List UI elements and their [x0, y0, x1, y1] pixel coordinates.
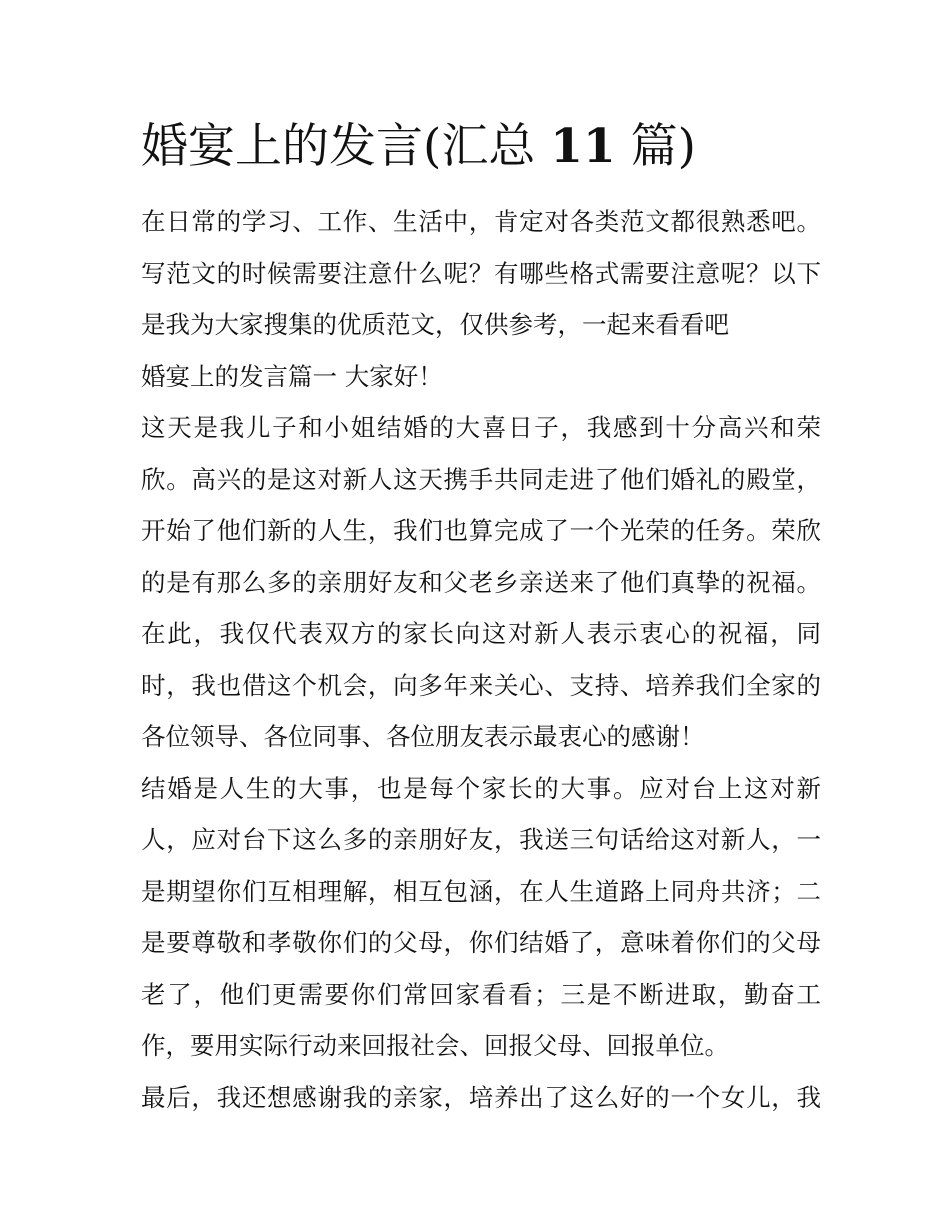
text-line: 老了，他们更需要你们常回家看看；三是不断进取，勤奋工 — [141, 979, 821, 1009]
text-line: 人，应对台下这么多的亲朋好友，我送三句话给这对新人，一 — [141, 825, 821, 854]
title-text-end: 篇) — [615, 119, 696, 174]
text-line: 是要尊敬和孝敬你们的父母，你们结婚了，意味着你们的父母 — [141, 928, 821, 957]
text-line: 欣。高兴的是这对新人这天携手共同走进了他们婚礼的殿堂， — [141, 464, 821, 494]
text-line: 这天是我儿子和小姐结婚的大喜日子，我感到十分高兴和荣 — [141, 413, 821, 442]
text-line: 写范文的时候需要注意什么呢？有哪些格式需要注意呢？以下 — [141, 258, 821, 288]
title-number: 11 — [550, 119, 616, 174]
page-title — [141, 112, 841, 182]
text-line: 在日常的学习、工作、生活中，肯定对各类范文都很熟悉吧。 — [141, 207, 821, 236]
text-line: 最后，我还想感谢我的亲家，培养出了这么好的一个女儿，我 — [141, 1082, 821, 1112]
text-line: 是期望你们互相理解，相互包涵，在人生道路上同舟共济；二 — [141, 876, 821, 906]
text-line: 各位领导、各位同事、各位朋友表示最衷心的感谢！ — [141, 722, 705, 751]
text-line: 时，我也借这个机会，向多年来关心、支持、培养我们全家的 — [141, 670, 821, 700]
text-line: 在此，我仅代表双方的家长向这对新人表示衷心的祝福，同 — [141, 619, 821, 648]
text-line: 作，要用实际行动来回报社会、回报父母、回报单位。 — [141, 1031, 729, 1060]
document-body — [141, 196, 821, 1123]
title-text-start: 婚宴上的发言(汇总 — [141, 119, 551, 174]
text-line: 结婚是人生的大事，也是每个家长的大事。应对台上这对新 — [141, 773, 821, 803]
text-line: 的是有那么多的亲朋好友和父老乡亲送来了他们真挚的祝福。 — [141, 567, 821, 597]
section-heading: 婚宴上的发言篇一 大家好！ — [141, 361, 443, 391]
text-line: 开始了他们新的人生，我们也算完成了一个光荣的任务。荣欣 — [141, 516, 821, 545]
text-line: 是我为大家搜集的优质范文，仅供参考，一起来看看吧 — [141, 310, 729, 339]
